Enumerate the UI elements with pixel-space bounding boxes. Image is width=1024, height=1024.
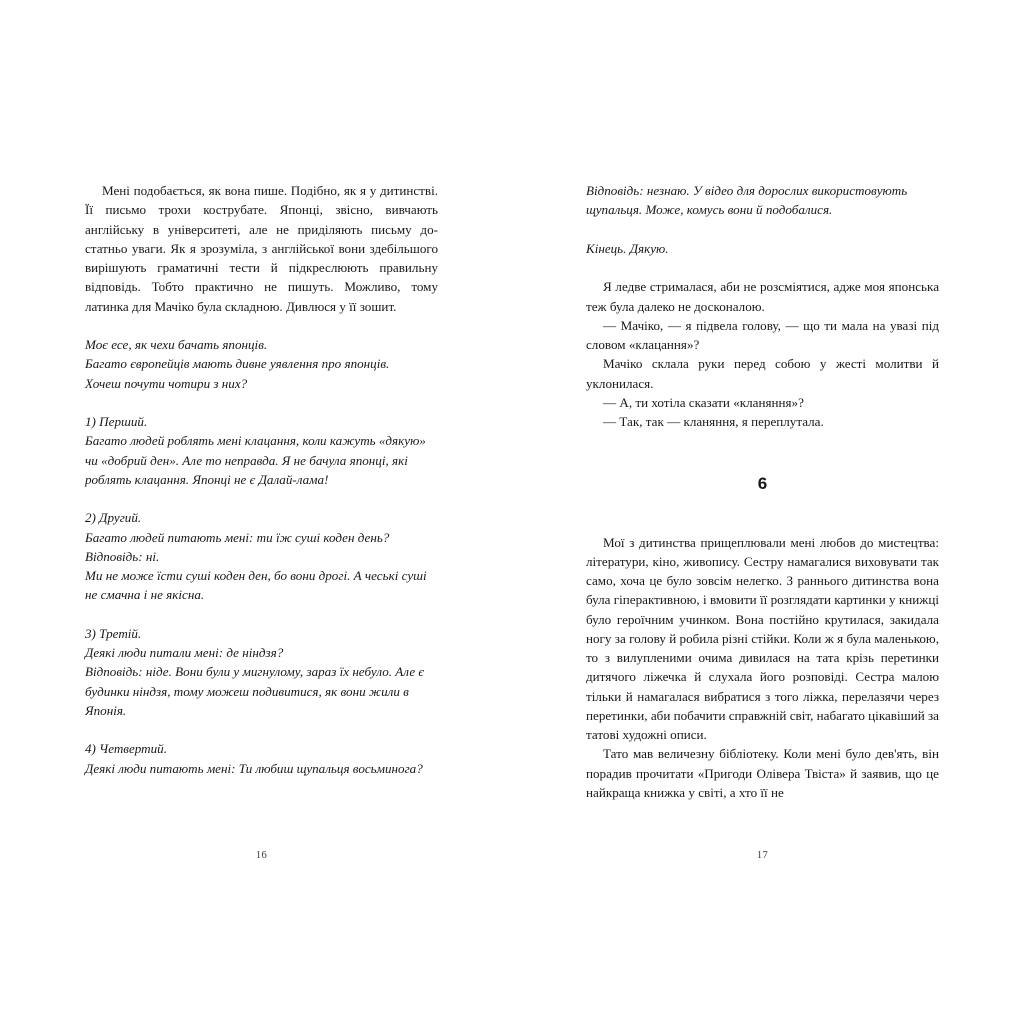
paragraph-spacer	[586, 258, 939, 277]
essay-line: Хочеш почути чотири з них?	[85, 375, 248, 391]
page-number-right: 17	[756, 850, 769, 861]
essay-item-body: Багато людей роблять мені клацання, коли кажуть «дякую» чи «добрий ден». Але то неправда. Я не бачула японці, які роблять клацання. Японці не є Далай-лама!	[85, 433, 426, 487]
right-page	[512, 0, 1024, 1024]
essay-item-body: Відповідь: незнаю. У відео для дорослих використовують щупальця. Може, комусь вони й подобалися.	[586, 183, 908, 218]
essay-closing-block	[586, 239, 939, 258]
essay-item-body: Ми не може їсти суші коден ден, бо вони дрогі. А чеські суші не смачна і не якісна.	[85, 568, 427, 603]
essay-item-heading: 3) Третій.	[85, 625, 142, 641]
dialogue-paragraph: — Так, так — кланяння, я переплутала.	[603, 414, 824, 429]
essay-item-heading: 1) Перший.	[85, 414, 148, 429]
chapter-spacer-bottom	[586, 494, 939, 533]
essay-item-body: Деякі люди питають мені: Ти любиш щупальця восьминога?	[85, 760, 423, 776]
essay-item-body: Відповідь: ні.	[85, 548, 160, 564]
paragraph-spacer	[85, 316, 438, 335]
paragraph: Я ледве стрималася, аби не розсміятися, адже моя японська теж була далеко не досконалою.	[586, 279, 939, 314]
paragraph-spacer	[85, 720, 438, 739]
paragraph-spacer	[85, 393, 438, 412]
essay-item-body: Багато людей питають мені: ти їж суші коден день?	[85, 529, 390, 545]
dialogue-paragraph: — А, ти хотіла сказати «кланяння»?	[603, 394, 804, 410]
essay-item-heading: 4) Четвертий.	[85, 741, 167, 757]
chapter-spacer-top	[586, 431, 939, 474]
paragraph-spacer	[586, 220, 939, 239]
right-page-text-block	[586, 181, 939, 802]
essay-item-2-block	[85, 508, 438, 604]
essay-item-1-block	[85, 412, 438, 489]
left-page-text-block	[85, 181, 438, 778]
essay-item-3-block	[85, 624, 438, 720]
chapter-number-heading: 6	[757, 474, 768, 494]
essay-item-4-block	[85, 739, 438, 778]
paragraph-spacer	[85, 489, 438, 508]
dialogue-paragraph: — Мачіко, — я підвела голову, — що ти мала на увазі під словом «клацання»?	[586, 317, 939, 352]
essay-item-heading: 2) Другий.	[85, 510, 142, 526]
paragraph: Тато мав величезну бібліотеку. Коли мені було дев'ять, він порадив прочитати «Пригоди Олівера Твіста» й заявив, що це найкраща книжка у світі, а хто її не	[586, 746, 939, 800]
paragraph: Мені подобається, як вона пише. Подібно, як я у дитинстві. Її письмо трохи кострубате. Японці, звісно, вивчають англійську в університеті, але не приділяють письму достатньо уваги. Як я зрозуміла, з англійської вони здебільшого вирішують граматичні тести й підкреслюють правильну відповідь. Тобто практично не пишуть. Можливо, тому латинка для Мачіко була складною. Дивлюся у її зошит.	[85, 183, 438, 314]
essay-closing-line: Кінець. Дякую.	[586, 240, 669, 256]
paragraph-spacer	[85, 605, 438, 624]
essay-item-4-continuation-block	[586, 181, 939, 220]
essay-line: Моє есе, як чехи бачать японців.	[85, 337, 268, 352]
essay-item-body: Відповідь: ніде. Вони були у мигнулому, зараз їх небуло. Але є будинки ніндзя, тому можеш подивитися, як вони жили в Японія.	[85, 664, 425, 718]
paragraph: Мачіко склала руки перед собою у жесті молитви й уклонилася.	[586, 356, 939, 391]
page-number-left: 16	[255, 850, 268, 861]
essay-intro-block	[85, 335, 438, 393]
paragraph: Мої з дитинства прищеплювали мені любов до мистецтва: літератури, кіно, живопису. Сестру намагалися виховувати так само, хоча це було зовсім нелегко. З раннього дитинства вона була гіперактивною, і вмовити її розглядати картинки у книжці було героїчним учинком. Вона постійно крутилася, закидала ногу за голову й робила різні стійки. Коли ж я була маленькою, то з вилупленими очима дивилася на тата крізь перетинки дитячого ліжечка й слухала його розповіді. Сестра малою тільки й намагалася вибратися з того ліжка, перелазячи через перетинки, аби побачити справжній світ, набагато цікавіший за татові художні описи.	[586, 534, 939, 742]
essay-line: Багато європейців мають дивне уявлення про японців.	[85, 356, 390, 372]
essay-item-body: Деякі люди питали мені: де ніндзя?	[85, 645, 284, 660]
